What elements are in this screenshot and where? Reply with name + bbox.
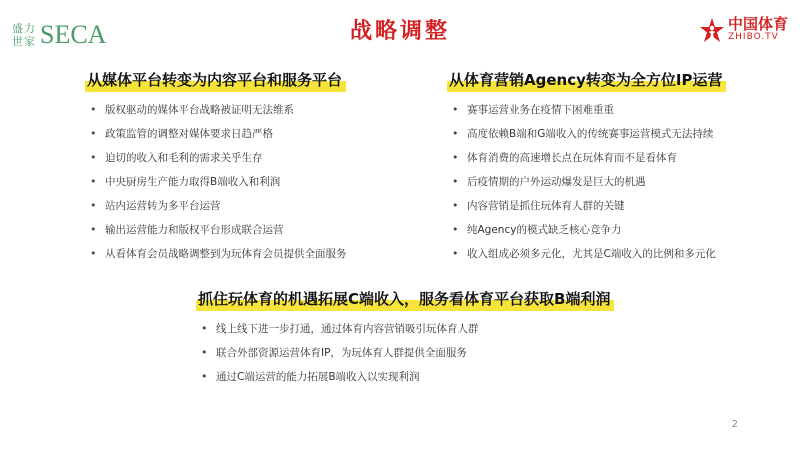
list-item: • 从看体育会员战略调整到为玩体育会员提供全面服务: [85, 242, 347, 266]
list-item: • 中央厨房生产能力取得B端收入和利润: [85, 170, 347, 194]
list-item: • 体育消费的高速增长点在玩体育而不是看体育: [447, 146, 726, 170]
star-person-icon: [699, 17, 725, 43]
right-section-title: 从体育营销Agency转变为全方位IP运营: [447, 68, 726, 92]
left-section: [85, 68, 347, 266]
zhibo-logo: [699, 16, 788, 43]
list-item: • 收入组成必须多元化，尤其是C端收入的比例和多元化: [447, 242, 726, 266]
list-item: • 通过C端运营的能力拓展B端收入以实现利润: [196, 365, 614, 389]
list-item: • 输出运营能力和版权平台形成联合运营: [85, 218, 347, 242]
right-bullet-list: [447, 98, 726, 266]
bottom-bullet-list: [196, 317, 614, 389]
list-item: • 纯Agency的模式缺乏核心竞争力: [447, 218, 726, 242]
left-section-title: 从媒体平台转变为内容平台和服务平台: [85, 68, 346, 92]
list-item: • 线上线下进一步打通，通过体育内容营销吸引玩体育人群: [196, 317, 614, 341]
list-item: • 联合外部资源运营体育IP，为玩体育人群提供全面服务: [196, 341, 614, 365]
zhibo-logo-chinese: 中国体育: [727, 15, 788, 33]
seca-logo-chinese: 盛力世家: [12, 22, 36, 48]
bottom-section-title: 抓住玩体育的机遇拓展C端收入，服务看体育平台获取B端利润: [196, 287, 614, 311]
left-bullet-list: [85, 98, 347, 266]
list-item: • 内容营销是抓住玩体育人群的关键: [447, 194, 726, 218]
seca-logo-english: SECA: [40, 20, 107, 49]
list-item: • 后疫情期的户外运动爆发是巨大的机遇: [447, 170, 726, 194]
zhibo-logo-english: ZHIBO.TV: [727, 32, 779, 42]
page-title: 战略调整: [349, 19, 450, 44]
list-item: • 迫切的收入和毛利的需求关乎生存: [85, 146, 347, 170]
list-item: • 版权驱动的媒体平台战略被证明无法维系: [85, 98, 347, 122]
list-item: • 政策监管的调整对媒体要求日趋严格: [85, 122, 347, 146]
right-section: [447, 68, 726, 266]
list-item: • 赛事运营业务在疫情下困难重重: [447, 98, 726, 122]
page-number: 2: [731, 419, 738, 430]
list-item: • 高度依赖B端和G端收入的传统赛事运营模式无法持续: [447, 122, 726, 146]
list-item: • 站内运营转为多平台运营: [85, 194, 347, 218]
bottom-section: [196, 287, 614, 389]
